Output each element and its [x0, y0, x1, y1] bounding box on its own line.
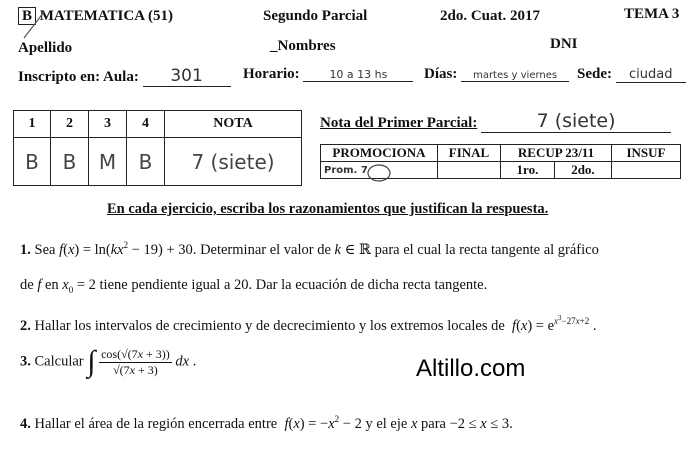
question-4-text-a: Hallar el área de la región encerrada entre [34, 415, 278, 432]
question-4: 4. Hallar el área de la región encerrada entre $f(x) = -x^2 - 2$ y el eje x para −2 ≤ x ≤ 3. [20, 414, 513, 432]
status-recup-1: 1ro. [501, 162, 555, 179]
aula-label: Inscripto en: Aula: [18, 69, 139, 85]
sede-field [577, 66, 686, 83]
grade-header-nota: NOTA [165, 111, 302, 138]
question-2: 2. Hallar los intervalos de crecimiento y de decrecimiento y los extremos locales de $f(x) = e^{x^3-27x+2}$ . [20, 314, 597, 334]
question-1-text-a: Sea [34, 241, 56, 258]
aula-field [18, 66, 231, 87]
question-1-number: 1. [20, 241, 31, 258]
status-recup-2: 2do. [554, 162, 611, 179]
dni-label: DNI [550, 36, 578, 52]
status-promociona-value: Prom. 7 [321, 162, 438, 179]
watermark: Altillo.com [416, 355, 526, 382]
grade-header-2: 2 [51, 111, 89, 138]
tema-number: TEMA 3 [624, 6, 680, 22]
sede-label: Sede: [577, 66, 612, 82]
pencil-mark [22, 10, 48, 40]
status-header-row [321, 145, 681, 162]
grade-value-2: B [51, 138, 89, 186]
integrand-fraction: $\frac{\cos(√(7x + 3))}{√(7x + 3)}$ [101, 346, 170, 377]
grade-header-3: 3 [89, 111, 127, 138]
sede-value: ciudad [616, 67, 686, 83]
question-2-text: Hallar los intervalos de crecimiento y de decrecimiento y los extremos locales de [34, 317, 505, 334]
horario-label: Horario: [243, 66, 300, 82]
integral-sign: ∫ [87, 345, 96, 378]
grade-value-1: B [14, 138, 51, 186]
first-partial-label: Nota del Primer Parcial: [320, 115, 478, 131]
nombres-label: Nombres [277, 38, 336, 54]
exam-period: 2do. Cuat. 2017 [440, 8, 541, 24]
first-partial [320, 110, 671, 133]
horario-value: 10 a 13 hs [303, 68, 413, 82]
grade-header-4: 4 [127, 111, 165, 138]
status-insuf: INSUF [612, 145, 681, 162]
status-final: FINAL [438, 145, 501, 162]
horario-field [243, 66, 413, 83]
instructions: En cada ejercicio, escriba los razonamientos que justifican la respuesta. [107, 201, 549, 217]
question-1-function: f [59, 241, 64, 258]
question-1-text-c: para el cual la recta tangente al gráfico [374, 241, 599, 258]
question-1-text-d: de [20, 277, 34, 293]
aula-value: 301 [143, 66, 231, 87]
grade-value-3: M [89, 138, 127, 186]
status-final-value [438, 162, 501, 179]
question-3-text: Calcular [34, 353, 84, 370]
question-2-number: 2. [20, 317, 31, 334]
grades-header-row [14, 111, 302, 138]
nombres-field[interactable]: _Nombres [270, 38, 336, 54]
apellido-label: Apellido [18, 40, 73, 56]
question-3-number: 3. [20, 353, 31, 370]
grade-header-1: 1 [14, 111, 51, 138]
grades-value-row [14, 138, 302, 186]
grade-value-nota: 7 (siete) [165, 138, 302, 186]
question-1-text-e: en [44, 277, 59, 293]
grades-table [13, 110, 302, 186]
dias-label: Días: [424, 66, 458, 82]
question-1-line-2: de f en $x_0 = 2$ tiene pendiente igual a 20. Dar la ecuación de dicha recta tangente. [20, 277, 488, 295]
question-1-text-b: . Determinar el valor de [192, 241, 331, 258]
question-3: 3. Calcular ∫ $\frac{\cos(√(7x + 3))}{√(7x + 3)}$ dx . [20, 345, 197, 378]
status-insuf-value [612, 162, 681, 179]
question-4-number: 4. [20, 415, 31, 432]
status-promociona: PROMOCIONA [321, 145, 438, 162]
question-4-text-b: y el eje [365, 415, 408, 432]
dias-value: martes y viernes [461, 70, 569, 82]
tema-letter-box: B [18, 7, 36, 25]
exam-name: Segundo Parcial [263, 8, 368, 24]
circle-mark [366, 163, 392, 183]
question-4-text-c: para [421, 415, 446, 432]
question-1: 1. Sea $f(x) = \ln(kx^2 - 19) + 30$. Determinar el valor de k ∈ ℝ para el cual la recta tangente al gráfico [20, 240, 599, 258]
question-1-text-f: tiene pendiente igual a [99, 277, 231, 293]
status-recup: RECUP 23/11 [501, 145, 612, 162]
first-partial-value: 7 (siete) [481, 110, 671, 133]
question-1-text-g: . Dar la ecuación de dicha recta tangente. [248, 277, 488, 293]
subject-title: MATEMATICA (51) [39, 8, 173, 24]
grade-value-4: B [127, 138, 165, 186]
dias-field [424, 66, 569, 83]
